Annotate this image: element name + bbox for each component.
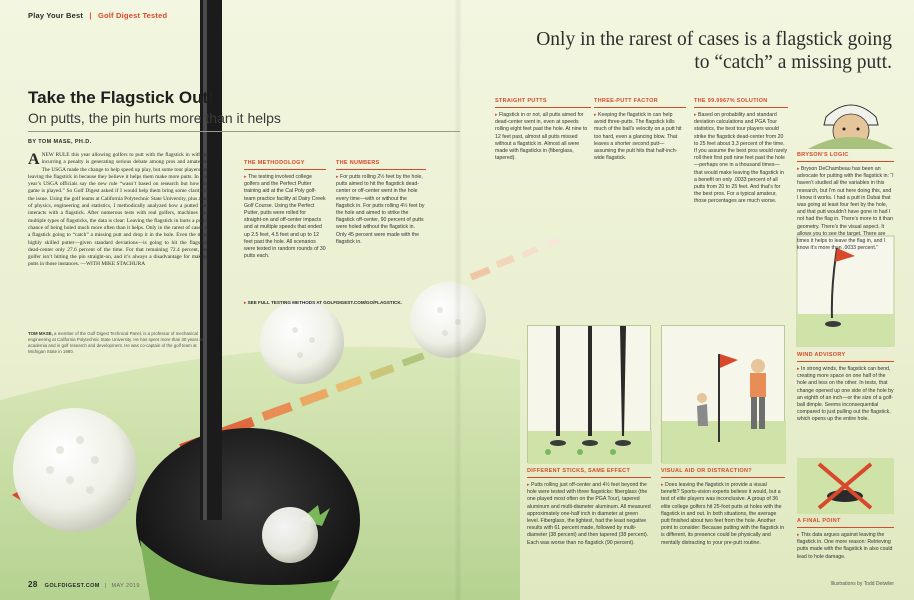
three-flagsticks-illustration bbox=[528, 326, 652, 464]
solution-text: Based on probability and standard deviation calculations and PGA Tour statistics, the best tour players would strike the flagstick dead-center from 20 to 25 feet about 3.3 percent of the time. If you assume the best pros would rarely roll their first putt nine feet past the hole—perhaps one in a thousand times—that would make leaving the flagstick in a benefit on only .0033 percent of all putts from 20 to 25 feet. And that’s for the best pros. For a typical amateur, those percentages are much worse. bbox=[694, 112, 788, 205]
wind-advisory-box: WIND ADVISORY ▸ In strong winds, the flagstick can bend, creating more space on one half of the hole and less on the other. In tests, that change opened up one side of the hole by an eighth of an inch—or the size of a golf-ball dimple. Seems inconsequential compared to just pulling out the flagstick, which opens up the entire hole. bbox=[797, 352, 894, 423]
numbers-text: For putts rolling 2½ feet by the hole, putts aimed to hit the flagstick dead-center or off-center went in the hole every time—with or without the flagstick in. For putts rolling 4½ feet by the hole and aimed to strike the flagstick off-center, 90 percent of putts were holed without the flagstick in. Only 45 percent were made with the flagstick in. bbox=[336, 174, 425, 245]
golf-ball bbox=[260, 300, 344, 384]
bryson-logic-heading: BRYSON’S LOGIC bbox=[797, 152, 894, 162]
page-number: 28 bbox=[28, 580, 38, 589]
straight-putts-heading: STRAIGHT PUTTS bbox=[495, 98, 591, 108]
different-sticks-heading: DIFFERENT STICKS, SAME EFFECT bbox=[527, 468, 651, 478]
section-header bbox=[28, 11, 167, 20]
solution-box: THE 99.9967% SOLUTION ▸ Based on probability and standard deviation calculations and PGA Tour statistics, the best tour players would strike the flagstick dead-center from 20 to 25 feet about 3.3 percent of the time. If you assume the best pros would rarely roll their first putt nine feet past the hole—perhaps one in a thousand times—that would make leaving the flagstick in a benefit on only .0033 percent of all putts from 20 to 25 feet. And that’s for the best pros. For a typical amateur, those percentages are much worse. bbox=[694, 98, 788, 205]
final-point-box: A FINAL POINT ▸ This data argues against leaving the flagstick in. One more reason: Retrieving putts made with the flagstick in also could lead to hole damage. bbox=[797, 518, 893, 560]
author-bio bbox=[28, 331, 208, 355]
straight-putts-text: Flagstick in or not, all putts aimed for dead-center went in, even at speeds rolling eight feet past the hole. At nine to 12 feet past, almost all putts missed without a flagstick in. Almost all were made with flagsticks in (fiberglass, tapered). bbox=[495, 112, 588, 162]
golf-ball bbox=[262, 507, 318, 563]
see-more-link[interactable]: ▸ SEE FULL TESTING METHODS AT GOLFDIGEST.COM/GO/FLAGSTICK. bbox=[244, 300, 402, 305]
section-separator: | bbox=[89, 11, 92, 20]
golfer-illustration bbox=[662, 326, 786, 464]
straight-putts-box: STRAIGHT PUTTS ▸ Flagstick in or not, all putts aimed for dead-center went in, even at speeds rolling eight feet past the hole. At nine to 12 feet past, almost all putts missed without a flagstick in. Almost all were made with flagsticks in (fiberglass, tapered). bbox=[495, 98, 591, 162]
pull-quote: Only in the rarest of cases is a flagstick going to “catch” a missing putt. bbox=[536, 29, 892, 73]
section-label: Play Your Best bbox=[28, 11, 84, 20]
final-point-heading: A FINAL POINT bbox=[797, 518, 894, 528]
visual-aid-box: VISUAL AID OR DISTRACTION? ▸ Does leaving the flagstick in provide a visual benefit? Sports-vision experts believe it would, but a test of elite players was inconclusive. A group of 36 elite college golfers hit 25-foot putts at holes with the flagstick in and out. In both situations, the average putt finished about two feet from the hole. Another point to consider: Because putting with the flagstick in is different, its presence could be physically and mentally distracting to your pre-putt routine. bbox=[661, 468, 785, 546]
footer-separator: | bbox=[104, 583, 107, 589]
spread-gutter bbox=[454, 0, 462, 600]
methodology-box: THE METHODOLOGY ▸ The testing involved college golfers and the Perfect Putter training aid at the Cal Poly golf-team practice facility at Dairy Creek Golf Course. Using the Perfect Putter, putts were rolled for straight-on and off-center impacts and at multiple speeds that ended up 2.5 feet, 4.5 feet and up to 12 feet past the hole. All scenarios were tested in random rounds of 30 putts each. bbox=[244, 160, 326, 260]
footer-date: MAY 2019 bbox=[111, 583, 140, 589]
solution-heading: THE 99.9967% SOLUTION bbox=[694, 98, 788, 108]
article-body bbox=[28, 152, 208, 269]
visual-aid-heading: VISUAL AID OR DISTRACTION? bbox=[661, 468, 785, 478]
numbers-box: THE NUMBERS ▸ For putts rolling 2½ feet by the hole, putts aimed to hit the flagstick dead-center or off-center went in the hole every time—with or without the flagstick in. For putts rolling 4½ feet by the hole and aimed to strike the flagstick off-center, 90 percent of putts were holed without the flagstick in. Only 45 percent were made with the flagstick in. bbox=[336, 160, 425, 245]
final-point-text: This data argues against leaving the flagstick in. One more reason: Retrieving putts made with the flagstick in also could lead to hole damage. bbox=[797, 532, 893, 560]
wind-flag-illustration bbox=[797, 236, 894, 346]
bryson-portrait bbox=[808, 95, 894, 149]
three-putt-heading: THREE-PUTT FACTOR bbox=[594, 98, 686, 108]
three-putt-text: Keeping the flagstick in can help avoid three-putts. The flagstick kills much of the ball’s velocity on a putt hit too hard, even a glancing blow. That leaves a shorter second putt—assuming the putt hits that half-inch-wide flagstick. bbox=[594, 112, 682, 162]
bio-name: TOM MASE, bbox=[28, 331, 53, 336]
visual-aid-text: Does leaving the flagstick in provide a visual benefit? Sports-vision experts believe it would, but a test of elite players was inconclusive. A group of 36 elite college golfers hit 25-foot putts at holes with the flagstick in and out. In both situations, the average putt finished about two feet from the hole. Another point to consider: Because putting with the flagstick in is different, its presence could be physically and mentally distracting to your pre-putt routine. bbox=[661, 482, 785, 546]
illustration-credit: Illustrations by Todd Detwiler bbox=[830, 581, 894, 587]
footer-site: GOLFDIGEST.COM bbox=[44, 583, 100, 589]
methodology-heading: THE METHODOLOGY bbox=[244, 160, 326, 170]
different-sticks-box: DIFFERENT STICKS, SAME EFFECT ▸ Putts rolling just off-center and 4½ feet beyond the hole were tested with three flagsticks: fiberglass (the one played most often on the PGA Tour), tapered aluminum and multi-diameter aluminum. All measured approximately one-half inch in diameter at green level. Fiberglass, the lightest, had the least negative results with 61 percent made, followed by multi-diameter (38 percent) and then tapered (38 percent). Each was worse than no flagstick (90 percent). bbox=[527, 468, 651, 546]
byline: BY TOM MASE, PH.D. bbox=[28, 139, 92, 145]
page-footer bbox=[28, 580, 140, 589]
wind-advisory-heading: WIND ADVISORY bbox=[797, 352, 894, 362]
three-putt-box: THREE-PUTT FACTOR ▸ Keeping the flagstick in can help avoid three-putts. The flagstick kills much of the ball’s velocity on a putt hit too hard, even a glancing blow. That leaves a shorter second putt—assuming the putt hits that half-inch-wide flagstick. bbox=[594, 98, 686, 162]
wind-advisory-text: In strong winds, the flagstick can bend, creating more space on one half of the hole and less on the other. In tests, that change opened up one side of the hole by an eighth of an inch—or the size of a golf-ball dimple. Seems inconsequential compared to just pulling out the flagstick, which opens up the entire hole. bbox=[797, 366, 894, 423]
different-sticks-text: Putts rolling just off-center and 4½ feet beyond the hole were tested with three flagsticks: fiberglass (the one played most often on the PGA Tour), tapered aluminum and multi-diameter aluminum. All measured approximately one-half inch in diameter at green level. Fiberglass, the lightest, had the least negative results with 61 percent made, followed by multi-diameter (38 percent) and then tapered (38 percent). Each was worse than no flagstick (90 percent). bbox=[527, 482, 651, 546]
article-title: Take the Flagstick Out! bbox=[28, 88, 214, 107]
subsection-label: Golf Digest Tested bbox=[97, 11, 168, 20]
methodology-text: The testing involved college golfers and the Perfect Putter training aid at the Cal Poly golf-team practice facility at Dairy Creek Golf Course. Using the Perfect Putter, putts were rolled for straight-on and off-center impacts and at multiple speeds that ended up 2.5 feet, 4.5 feet and up to 12 feet past the hole. All scenarios were tested in random rounds of 30 putts each. bbox=[244, 174, 326, 260]
article-body-text: NEW RULE this year allowing golfers to putt with the flagstick in without incurring a penalty is generating serious debate among pros and amateurs. The USGA made the change to help speed up play, but some tour players are leaving the flagstick in because they believe it helps them make more putts. In this year’s USGA officials say the new rule “wasn’t based on research but how the game is played.” So Golf Digest asked if I would help them bring some clarity to the issue. Using the golf teams at California Polytechnic State University, plus a lot of physics, engineering and statistics, I methodically analyzed how a putted ball interacts with a flagstick. After numerous tests with real golfers, machines and multiple types of flagsticks, the data is clear: Leaving the flagstick in hurts a putt’s chance of being holed much more often than it helps. Only in the rarest of cases is a flagstick going to “catch” a missing putt and drop it in the hole. Even the most highly skilled putter—given standard deviations—is going to hit the flagstick dead-center only 27.6 percent of the time. For that remaining 72.4 percent, the golfer isn’t hitting the pin straight-on, and it’s always a disadvantage for making putts in those instances. —WITH MIKE STACHURA bbox=[28, 152, 208, 268]
golf-ball bbox=[13, 408, 137, 532]
see-more-text[interactable]: SEE FULL TESTING METHODS AT GOLFDIGEST.COM/GO/FLAGSTICK. bbox=[247, 300, 402, 305]
golfer-panel bbox=[661, 325, 785, 463]
article-subtitle: On putts, the pin hurts more than it helps bbox=[28, 110, 281, 126]
flagsticks-panel bbox=[527, 325, 651, 463]
golf-ball bbox=[410, 282, 486, 358]
no-flagstick-icon bbox=[797, 458, 894, 514]
drop-cap: A bbox=[28, 151, 40, 168]
bryson-logic-text: Bryson DeChambeau has been an advocate for putting with the flagstick in: “I haven’t studied all the variables in this research, but I’m out here doing this, and I know it works. I had a putt in Dubai that was going at least four feet by the hole, and that putt wouldn’t have gone in had I not had the flag in. There’s more to it than geometry. There’s the visual aspect. It allows you to see the target. There are times it helps to leave the flag in, and I know it’s more than .0033 percent.” bbox=[797, 166, 894, 252]
bio-text: a member of the Golf Digest Technical Panel, is a professor of mechanical engineering at California Polytechnic State University. He has spent more than 30 years in academia and in golf research and development. He was co-captain of the golf team at Michigan State in 1980. bbox=[28, 331, 203, 354]
title-rule bbox=[28, 131, 460, 132]
bryson-logic-box: BRYSON’S LOGIC ▸ Bryson DeChambeau has been an advocate for putting with the flagstick in: “I haven’t studied all the variables in this research, but I’m out here doing this, and I know it works. I had a putt in Dubai that was going at least four feet by the hole, and that putt wouldn’t have gone in had I not had the flag in. There’s more to it than geometry. There’s the visual aspect. It allows you to see the target. There are times it helps to leave the flag in, and I know it’s more than .0033 percent.” bbox=[797, 152, 894, 252]
numbers-heading: THE NUMBERS bbox=[336, 160, 426, 170]
